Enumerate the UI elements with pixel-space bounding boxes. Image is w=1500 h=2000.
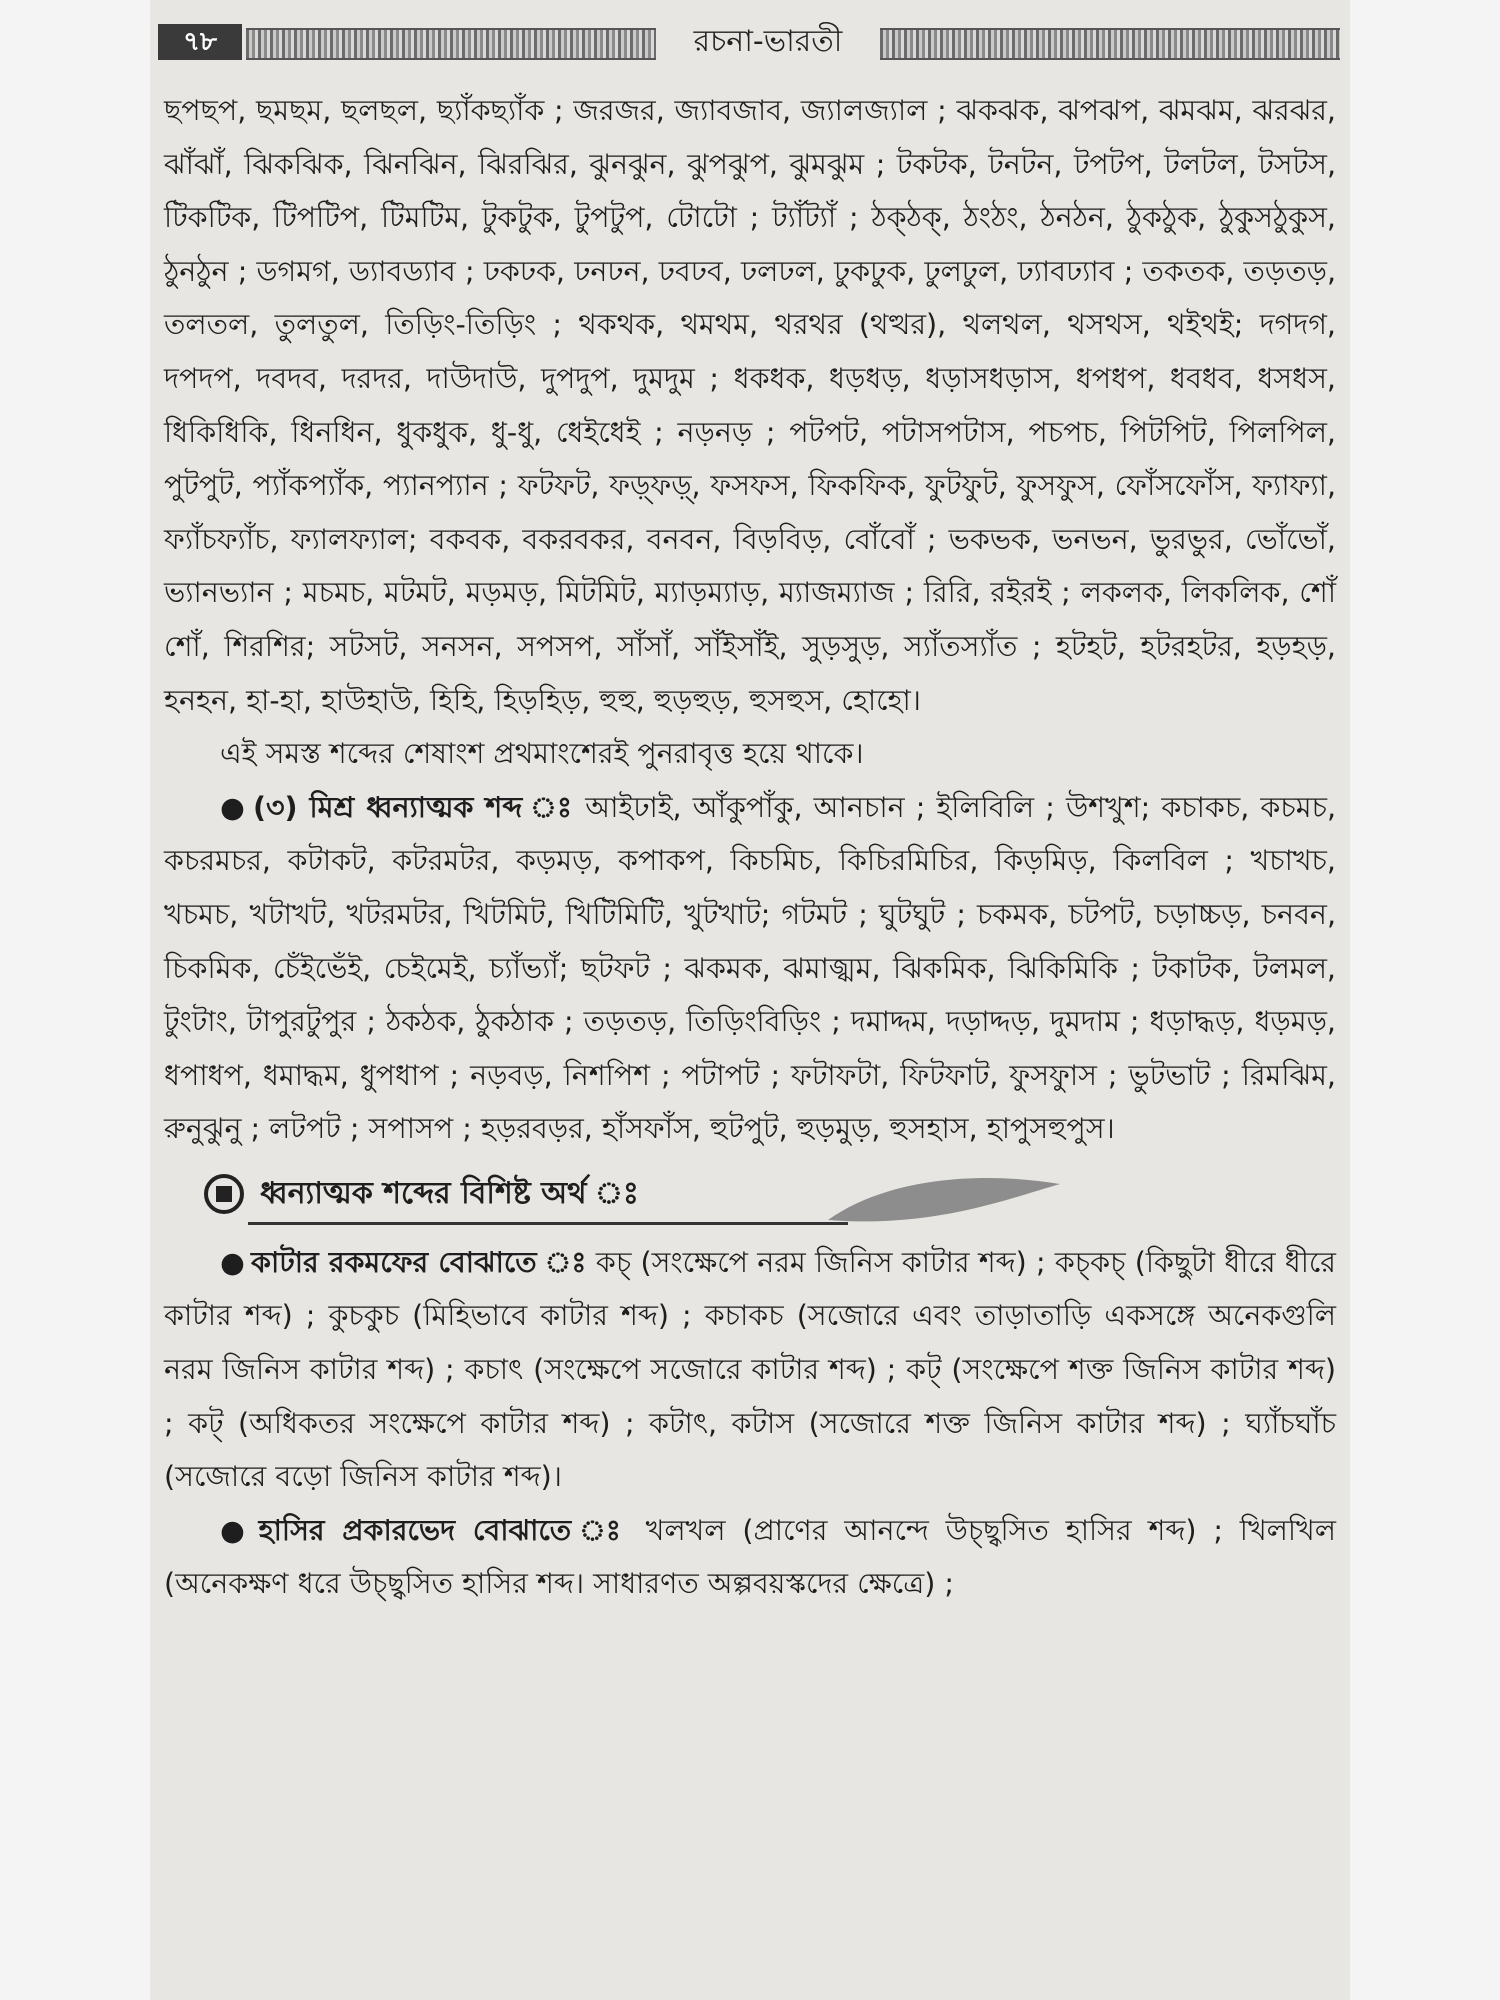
decorative-border-right (880, 28, 1340, 60)
laugh-text: খলখল (প্রাণের আনন্দে উচ্ছ্বসিত হাসির শব্দ) ; খিলখিল (অনেকক্ষণ ধরে উচ্ছ্বসিত হাসির শব্দ। সাধারণত অল্পবয়স্কদের ক্ষেত্রে) ; (164, 1513, 1336, 1601)
note-paragraph: এই সমস্ত শব্দের শেষাংশ প্রথমাংশেরই পুনরাবৃত্ত হয়ে থাকে। (220, 737, 864, 771)
bullet-icon: ● (220, 790, 247, 824)
meaning-laugh-paragraph (164, 1504, 1336, 1611)
cutting-text: কচ্ (সংক্ষেপে নরম জিনিস কাটার শব্দ) ; কচ্‌কচ্ (কিছুটা ধীরে ধীরে কাটার শব্দ) ; কুচকুচ (মিহিভাবে কাটার শব্দ) ; কচাকচ (সজোরে এবং তাড়াতাড়ি একসঙ্গে অনেকগুলি নরম জিনিস কাটার শব্দ) ; কচাৎ (সংক্ষেপে সজোরে কাটার শব্দ) ; কট্ (সংক্ষেপে শক্ত জিনিস কাটার শব্দ) ; কট্ (অধিকতর সংক্ষেপে কাটার শব্দ) ; কটাৎ, কটাস (সজোরে শক্ত জিনিস কাটার শব্দ) ; ঘ্যাঁচঘাঁচ (সজোরে বড়ো জিনিস কাটার শব্দ)। (164, 1245, 1336, 1494)
mixed-lead: (৩) মিশ্র ধ্বন্যাত্মক শব্দ ঃ (252, 790, 575, 824)
bullet-icon: ● (220, 1245, 246, 1279)
bullet-icon: ● (220, 1513, 253, 1547)
body-text (164, 84, 1336, 1611)
section-heading (164, 1166, 1336, 1230)
section-title: ধ্বন্যাত্মক শব্দের বিশিষ্ট অর্থ ঃ (260, 1175, 639, 1211)
meaning-cutting-paragraph (164, 1236, 1336, 1504)
book-page (150, 0, 1350, 2000)
word-list-paragraph: ছপছপ, ছমছম, ছলছল, ছ্যাঁকছ্যাঁক ; জরজর, জ্যাবজাব, জ্যালজ্যাল ; ঝকঝক, ঝপঝপ, ঝমঝম, ঝরঝর, ঝাঁঝাঁ, ঝিকঝিক, ঝিনঝিন, ঝিরঝির, ঝুনঝুন, ঝুপঝুপ, ঝুমঝুম ; টকটক, টনটন, টপটপ, টলটল, টসটস, টিকটিক, টিপটিপ, টিমটিম, টুকটুক, টুপটুপ, টোটো ; ট্যাঁট্যাঁ ; ঠক্‌ঠক্‌, ঠংঠং, ঠনঠন, ঠুকঠুক, ঠুকুসঠুকুস, ঠুনঠুন ; ডগমগ, ড্যাবড্যাব ; ঢকঢক, ঢনঢন, ঢবঢব, ঢলঢল, ঢুকঢুক, ঢুলঢুল, ঢ্যাবঢ্যাব ; তকতক, তড়তড়, তলতল, তুলতুল, তিড়িং-তিড়িং ; থকথক, থমথম, থরথর (থত্থর), থলথল, থসথস, থইথই; দগদগ, দপদপ, দবদব, দরদর, দাউদাউ, দুপদুপ, দুমদুম ; ধকধক, ধড়ধড়, ধড়াসধড়াস, ধপধপ, ধবধব, ধসধস, ধিকিধিকি, ধিনধিন, ধুকধুক, ধু-ধু, ধেইধেই ; নড়নড় ; পটপট, পটাসপটাস, পচপচ, পিটপিট, পিলপিল, পুটপুট, প্যাঁকপ্যাঁক, প্যানপ্যান ; ফটফট, ফড়্‌ফড়্‌, ফসফস, ফিকফিক, ফুটফুট, ফুসফুস, ফোঁসফোঁস, ফ্যাফ্যা, ফ্যাঁচফ্যাঁচ, ফ্যালফ্যাল; বকবক, বকরবকর, বনবন, বিড়বিড়, বোঁবোঁ ; ভকভক, ভনভন, ভুরভুর, ভোঁভোঁ, ভ্যানভ্যান ; মচমচ, মটমট, মড়মড়, মিটমিট, ম্যাড়ম্যাড়, ম্যাজম্যাজ ; রিরি, রইরই ; লকলক, লিকলিক, শোঁ শোঁ, শিরশির; সটসট, সনসন, সপসপ, সাঁসাঁ, সাঁইসাঁই, সুড়সুড়, স্যাঁতস্যাঁত ; হটহট, হটরহটর, হড়হড়, হনহন, হা-হা, হাউহাউ, হিহি, হিড়হিড়, হুহু, হুড়হুড়, হুসহুস, হোহো। (164, 94, 1336, 717)
page-header (150, 18, 1350, 64)
decorative-border-left (246, 28, 656, 60)
laugh-lead: হাসির প্রকারভেদ বোঝাতে ঃ (258, 1513, 629, 1547)
page-number: ৭৮ (158, 24, 242, 60)
running-title: রচনা-ভারতী (693, 24, 843, 59)
square-bullet-icon (204, 1174, 244, 1214)
mixed-onomatopoeia-paragraph (164, 781, 1336, 1156)
cutting-lead: কাটার রকমফের বোঝাতে ঃ (251, 1245, 587, 1279)
leaf-ornament-icon (824, 1170, 1064, 1230)
mixed-text: আইঢাই, আঁকুপাঁকু, আনচান ; ইলিবিলি ; উশখুশ; কচাকচ, কচমচ, কচরমচর, কটাকট, কটরমটর, কড়মড়, কপাকপ, কিচমিচ, কিচিরমিচির, কিড়মিড়, কিলবিল ; খচাখচ, খচমচ, খটাখট, খটরমটর, খিটমিট, খিটিমিটি, খুটখাট; গটমট ; ঘুটঘুট ; চকমক, চটপট, চড়াচ্চড়, চনবন, চিকমিক, চেঁইভেঁই, চেইমেই, চ্যাঁভ্যাঁ; ছটফট ; ঝকমক, ঝমাজ্ঝম, ঝিকমিক, ঝিকিমিকি ; টকাটক, টলমল, টুংটাং, টাপুরটুপুর ; ঠকঠক, ঠুকঠাক ; তড়তড়, তিড়িংবিড়িং ; দমাদ্দম, দড়াদ্দড়, দুমদাম ; ধড়াদ্ধড়, ধড়মড়, ধপাধপ, ধমাদ্ধম, ধুপধাপ ; নড়বড়, নিশপিশ ; পটাপট ; ফটাফটা, ফিটফাট, ফুসফুাস ; ভুটভাট ; রিমঝিম, রুনুঝুনু ; লটপট ; সপাসপ ; হড়রবড়র, হাঁসফাঁস, হুটপুট, হুড়মুড়, হুসহাস, হাপুসহুপুস। (164, 790, 1337, 1146)
heading-underline (248, 1222, 848, 1225)
